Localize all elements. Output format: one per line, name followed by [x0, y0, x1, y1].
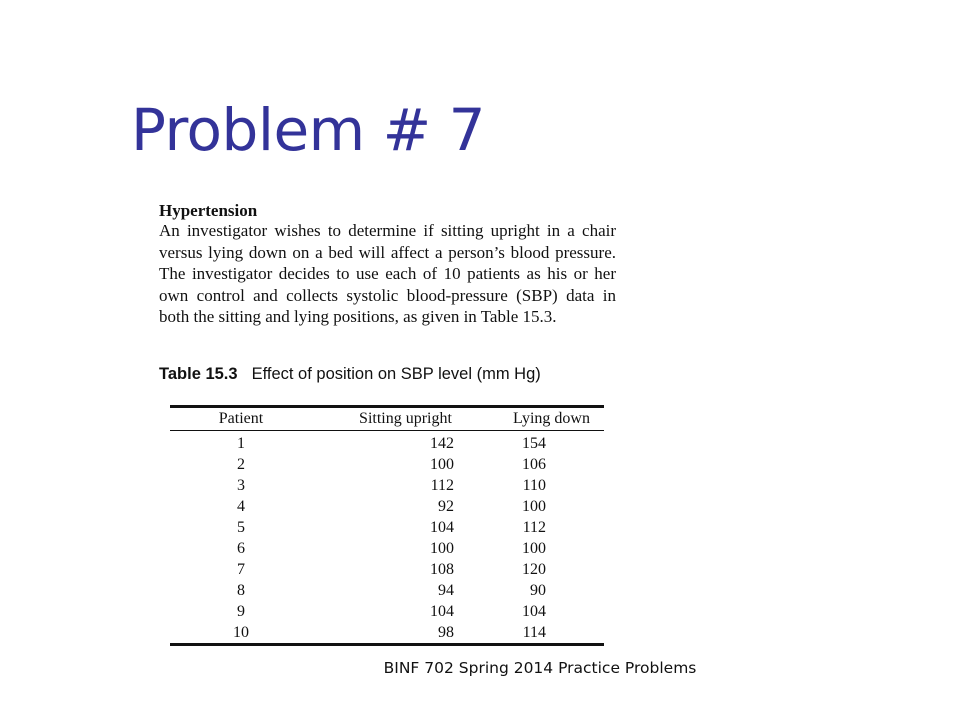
slide-title: Problem # 7: [131, 96, 485, 164]
cell-lying-down: 114: [522, 623, 546, 641]
header-patient: Patient: [170, 407, 312, 431]
cell-patient: 5: [237, 518, 245, 536]
table-row: [170, 538, 604, 559]
table-row: [170, 622, 604, 645]
cell-patient: 8: [237, 581, 245, 599]
cell-patient: 3: [237, 476, 245, 494]
cell-patient: 1: [237, 434, 245, 452]
cell-patient: 4: [237, 497, 245, 515]
cell-lying-down: 112: [522, 518, 546, 536]
cell-sitting-upright: 104: [430, 518, 454, 536]
table-caption-number: Table 15.3: [159, 365, 238, 383]
table-row: [170, 454, 604, 475]
cell-sitting-upright: 100: [430, 539, 454, 557]
header-lying-down: Lying down: [499, 407, 604, 431]
table-row: [170, 517, 604, 538]
cell-lying-down: 100: [522, 539, 546, 557]
table-row: [170, 559, 604, 580]
cell-lying-down: 154: [522, 434, 546, 452]
cell-patient: 10: [233, 623, 249, 641]
cell-sitting-upright: 108: [430, 560, 454, 578]
table-header-row: [170, 407, 604, 431]
cell-lying-down: 120: [522, 560, 546, 578]
cell-lying-down: 104: [522, 602, 546, 620]
cell-sitting-upright: 92: [438, 497, 454, 515]
table-row: [170, 496, 604, 517]
table-row: [170, 601, 604, 622]
table-row: [170, 580, 604, 601]
cell-lying-down: 100: [522, 497, 546, 515]
header-sitting-upright: Sitting upright: [312, 407, 499, 431]
table-caption-text: Effect of position on SBP level (mm Hg): [251, 365, 541, 383]
cell-sitting-upright: 98: [438, 623, 454, 641]
table-row: [170, 431, 604, 455]
cell-sitting-upright: 112: [430, 476, 454, 494]
table-row: [170, 475, 604, 496]
cell-sitting-upright: 104: [430, 602, 454, 620]
cell-patient: 2: [237, 455, 245, 473]
cell-sitting-upright: 94: [438, 581, 454, 599]
cell-lying-down: 90: [530, 581, 546, 599]
cell-lying-down: 110: [522, 476, 546, 494]
cell-lying-down: 106: [522, 455, 546, 473]
problem-heading: Hypertension: [159, 201, 258, 220]
cell-sitting-upright: 142: [430, 434, 454, 452]
slide-footer: BINF 702 Spring 2014 Practice Problems: [383, 659, 697, 677]
cell-patient: 6: [237, 539, 245, 557]
table-caption: [159, 365, 541, 384]
cell-patient: 7: [237, 560, 245, 578]
problem-text: An investigator wishes to determine if sitting upright in a chair versus lying down on a bed will affect a person’s blood pressure. The investigator decides to use each of 10 patients as his or her own control and collects systolic blood-pressure (SBP) data in both the sitting and lying positions, as given in Table 15.3.: [159, 221, 616, 326]
cell-patient: 9: [237, 602, 245, 620]
sbp-table: [170, 405, 604, 646]
cell-sitting-upright: 100: [430, 455, 454, 473]
